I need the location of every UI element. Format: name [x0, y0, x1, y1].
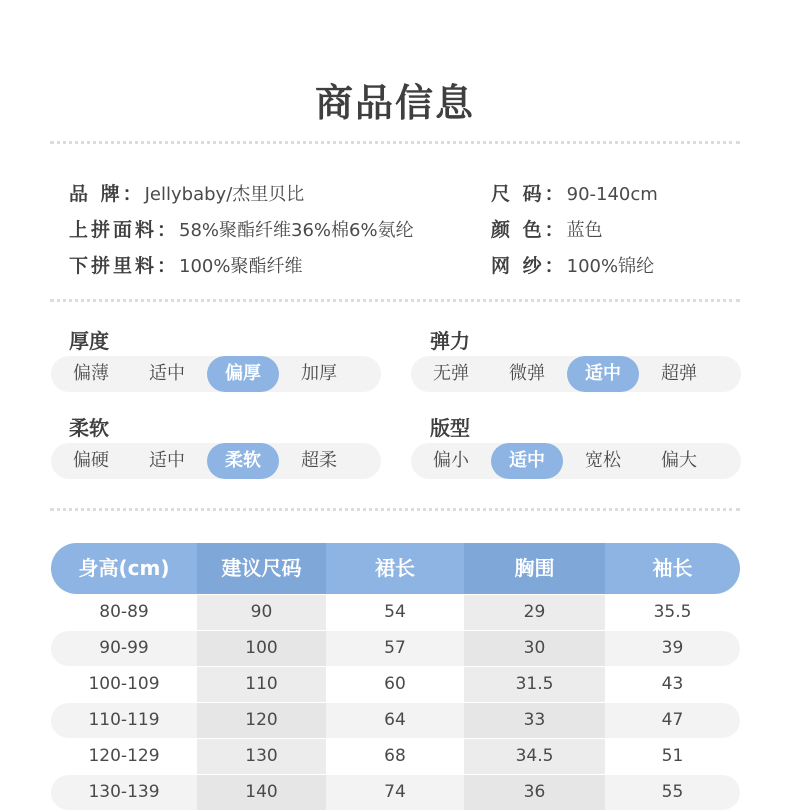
table-cell: 54	[384, 602, 406, 622]
fit-scale	[411, 443, 741, 479]
header-skirt-length: 裙长	[375, 556, 415, 580]
size-label: 尺 码：	[491, 183, 567, 205]
mesh-row	[491, 251, 654, 278]
brand-label: 品 牌：	[69, 183, 145, 205]
table-cell: 33	[464, 703, 605, 738]
table-row	[51, 775, 740, 810]
table-cell: 100	[197, 631, 326, 666]
softness-option: 超柔	[301, 450, 337, 471]
brand-row	[69, 179, 304, 206]
table-cell: 36	[464, 775, 605, 810]
elasticity-option-selected: 适中	[567, 356, 639, 392]
softness-title: 柔软	[69, 416, 109, 440]
thickness-option: 加厚	[301, 363, 337, 384]
table-cell: 110-119	[88, 710, 160, 730]
lower-lining-row	[69, 251, 302, 278]
table-row	[51, 595, 740, 630]
table-cell: 90	[197, 595, 326, 630]
lower-lining-value: 100%聚酯纤维	[179, 256, 303, 277]
mesh-label: 网 纱：	[491, 255, 567, 277]
table-cell: 30	[464, 631, 605, 666]
brand-value: Jellybaby/杰里贝比	[144, 184, 305, 205]
table-cell: 51	[661, 746, 684, 766]
divider	[50, 299, 740, 302]
fit-option: 偏小	[433, 450, 469, 471]
table-cell: 31.5	[464, 667, 605, 702]
elasticity-option: 无弹	[433, 363, 469, 384]
size-table-header	[51, 543, 740, 594]
table-row	[51, 739, 740, 774]
divider	[50, 508, 740, 511]
table-cell: 90-99	[99, 638, 149, 658]
table-row	[51, 703, 740, 738]
thickness-option: 适中	[149, 363, 185, 384]
table-cell: 120	[197, 703, 326, 738]
color-value: 蓝色	[566, 220, 603, 241]
color-row	[491, 215, 603, 242]
table-cell: 80-89	[99, 602, 149, 622]
table-row	[51, 631, 740, 666]
thickness-option: 偏薄	[73, 363, 109, 384]
table-cell: 39	[661, 638, 684, 658]
table-cell: 100-109	[88, 674, 160, 694]
softness-option-selected: 柔软	[207, 443, 279, 479]
upper-fabric-label: 上拼面料：	[69, 219, 180, 241]
table-cell: 60	[384, 674, 406, 694]
table-cell: 130	[197, 739, 326, 774]
thickness-title: 厚度	[69, 329, 109, 353]
table-cell: 68	[384, 746, 406, 766]
fit-option-selected: 适中	[491, 443, 563, 479]
table-cell: 110	[197, 667, 326, 702]
table-cell: 34.5	[464, 739, 605, 774]
table-cell: 57	[384, 638, 406, 658]
table-row	[51, 667, 740, 702]
elasticity-option: 超弹	[661, 363, 697, 384]
size-row	[491, 179, 658, 206]
table-cell: 55	[661, 782, 684, 802]
elasticity-scale	[411, 356, 741, 392]
fit-title: 版型	[430, 416, 470, 440]
upper-fabric-row	[69, 215, 414, 242]
table-cell: 29	[464, 595, 605, 630]
header-recommended-size: 建议尺码	[197, 543, 326, 594]
softness-option: 适中	[149, 450, 185, 471]
table-cell: 130-139	[88, 782, 160, 802]
header-height: 身高(cm)	[78, 556, 170, 580]
size-value: 90-140cm	[566, 184, 658, 205]
elasticity-title: 弹力	[430, 329, 470, 353]
table-cell: 140	[197, 775, 326, 810]
table-cell: 120-129	[88, 746, 160, 766]
divider	[50, 141, 740, 144]
upper-fabric-value: 58%聚酯纤维36%棉6%氨纶	[179, 220, 414, 241]
table-cell: 35.5	[653, 602, 692, 622]
softness-scale	[51, 443, 381, 479]
header-chest: 胸围	[464, 543, 605, 594]
header-sleeve-length: 袖长	[652, 556, 693, 580]
table-cell: 43	[661, 674, 684, 694]
elasticity-option: 微弹	[509, 363, 545, 384]
table-cell: 47	[661, 710, 684, 730]
thickness-scale	[51, 356, 381, 392]
page-title: 商品信息	[314, 81, 475, 125]
color-label: 颜 色：	[491, 219, 567, 241]
thickness-option-selected: 偏厚	[207, 356, 279, 392]
softness-option: 偏硬	[73, 450, 109, 471]
table-cell: 74	[384, 782, 406, 802]
fit-option: 宽松	[585, 450, 621, 471]
fit-option: 偏大	[661, 450, 697, 471]
lower-lining-label: 下拼里料：	[69, 255, 180, 277]
mesh-value: 100%锦纶	[566, 256, 655, 277]
table-cell: 64	[384, 710, 406, 730]
